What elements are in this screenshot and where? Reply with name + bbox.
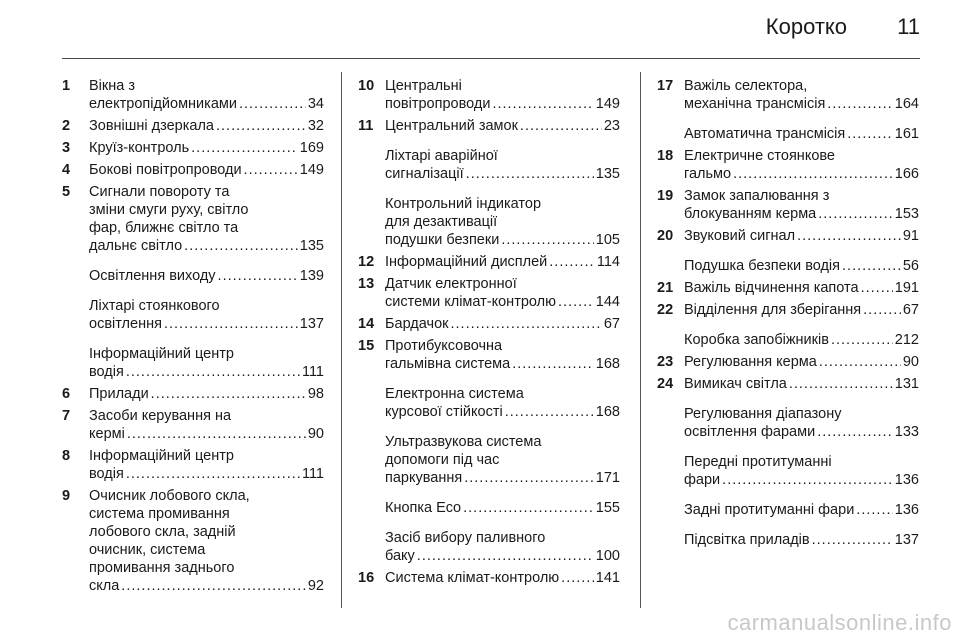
dot-leader [191, 139, 298, 157]
entry-page-ref: 136 [894, 472, 919, 488]
index-entry [62, 407, 324, 443]
page-header [766, 14, 920, 40]
entry-number: 10 [358, 78, 375, 94]
entry-number: 21 [657, 280, 674, 296]
entry-text: водія [89, 364, 124, 380]
index-entry [358, 433, 620, 487]
entry-number: 12 [358, 254, 375, 270]
entry-text: Зовнішні дзеркала [89, 118, 214, 134]
dot-leader [512, 355, 594, 373]
entry-text: для дезактивації [385, 214, 498, 230]
entry-number: 24 [657, 376, 674, 392]
entry-page-ref: 92 [307, 578, 324, 594]
index-entry [657, 301, 919, 319]
entry-page-ref: 137 [894, 532, 919, 548]
entry-text: фар, ближнє світло та [89, 220, 239, 236]
entry-page-ref: 114 [596, 254, 620, 270]
dot-leader [817, 423, 893, 441]
entry-last-line [684, 501, 919, 519]
entry-text: очисник, система [89, 542, 206, 558]
entry-number: 20 [657, 228, 674, 244]
entry-text: паркування [385, 470, 463, 486]
dot-leader [466, 165, 594, 183]
entry-last-line [385, 253, 620, 271]
entry-page-ref: 135 [299, 238, 324, 254]
dot-leader [861, 279, 893, 297]
entry-last-line [385, 547, 620, 565]
column-divider [640, 72, 641, 608]
dot-leader [121, 577, 306, 595]
entry-text: гальмівна система [385, 356, 511, 372]
entry-last-line [684, 165, 919, 183]
entry-last-line [684, 331, 919, 349]
index-entry [358, 195, 620, 249]
entry-text: Бардачок [385, 316, 449, 332]
index-entry [657, 125, 919, 143]
entry-last-line [89, 95, 324, 113]
entry-last-line [89, 315, 324, 333]
index-entry [657, 147, 919, 183]
index-entry [62, 345, 324, 381]
entry-text: Підсвітка приладів [684, 532, 810, 548]
entry-text: Освітлення виходу [89, 268, 216, 284]
dot-leader [505, 403, 594, 421]
header-rule [62, 58, 920, 59]
entry-text: механічна трансмісія [684, 96, 826, 112]
entry-text: промивання заднього [89, 560, 235, 576]
entry-text: освітлення [89, 316, 162, 332]
dot-leader [827, 95, 893, 113]
entry-text: Важіль селектора, [684, 78, 808, 94]
dot-leader [789, 375, 893, 393]
entry-page-ref: 161 [894, 126, 919, 142]
entry-page-ref: 212 [894, 332, 919, 348]
entry-text: Відділення для зберігання [684, 302, 862, 318]
index-entry [358, 253, 620, 271]
watermark: carmanualsonline.info [727, 610, 952, 635]
dot-leader [464, 469, 594, 487]
entry-number: 15 [358, 338, 375, 354]
entry-text: Задні протитуманні фари [684, 502, 855, 518]
entry-page-ref: 67 [902, 302, 919, 318]
dot-leader [463, 499, 594, 517]
entry-text: лобового скла, задній [89, 524, 236, 540]
entry-text: Бокові повітропроводи [89, 162, 242, 178]
entry-page-ref: 171 [595, 470, 620, 486]
dot-leader [831, 331, 893, 349]
index-entry [62, 161, 324, 179]
dot-leader [492, 95, 593, 113]
entry-page-ref: 153 [894, 206, 919, 222]
index-entry [657, 77, 919, 113]
index-entry [358, 117, 620, 135]
entry-page-ref: 100 [595, 548, 620, 564]
entry-last-line [684, 423, 919, 441]
entry-page-ref: 111 [301, 466, 324, 482]
entry-last-line [684, 531, 919, 549]
dot-leader [127, 425, 306, 443]
dot-leader [818, 205, 893, 223]
entry-number: 16 [358, 570, 375, 586]
entry-page-ref: 91 [902, 228, 919, 244]
entry-last-line [89, 117, 324, 135]
entry-text: Ліхтарі стоянкового [89, 298, 220, 314]
entry-number: 2 [62, 118, 71, 134]
entry-page-ref: 133 [894, 424, 919, 440]
entry-page-ref: 67 [603, 316, 620, 332]
index-entry [358, 275, 620, 311]
index-column-1 [62, 77, 324, 595]
entry-last-line [385, 231, 620, 249]
entry-last-line [684, 95, 919, 113]
entry-text: Електричне стоянкове [684, 148, 835, 164]
dot-leader [819, 353, 901, 371]
entry-text: Інформаційний центр [89, 448, 234, 464]
entry-text: Замок запалювання з [684, 188, 830, 204]
entry-page-ref: 98 [307, 386, 324, 402]
entry-number: 3 [62, 140, 71, 156]
entry-last-line [89, 577, 324, 595]
entry-last-line [684, 353, 919, 371]
entry-page-ref: 168 [595, 356, 620, 372]
index-entry [657, 279, 919, 297]
entry-text: Вікна з [89, 78, 135, 94]
dot-leader [450, 315, 601, 333]
dot-leader [797, 227, 901, 245]
index-entry [358, 385, 620, 421]
entry-text: допомоги під час [385, 452, 500, 468]
entry-text: Подушка безпеки водія [684, 258, 841, 274]
dot-leader [244, 161, 298, 179]
entry-page-ref: 169 [299, 140, 324, 156]
entry-number: 1 [62, 78, 71, 94]
dot-leader [126, 363, 300, 381]
entry-text: Регулювання діапазону [684, 406, 842, 422]
entry-page-ref: 23 [603, 118, 620, 134]
entry-page-ref: 111 [301, 364, 324, 380]
page-title: Коротко [765, 14, 848, 39]
index-entry [358, 77, 620, 113]
entry-last-line [385, 355, 620, 373]
index-entry [358, 315, 620, 333]
entry-text: Автоматична трансмісія [684, 126, 846, 142]
entry-number: 9 [62, 488, 71, 504]
entry-number: 23 [657, 354, 674, 370]
entry-last-line [385, 469, 620, 487]
entry-last-line [89, 465, 324, 483]
entry-text: Датчик електронної [385, 276, 517, 292]
index-entry [358, 499, 620, 517]
entry-text: Центральні [385, 78, 462, 94]
index-entry [657, 375, 919, 393]
entry-number: 18 [657, 148, 674, 164]
dot-leader [558, 293, 594, 311]
entry-text: Прилади [89, 386, 149, 402]
entry-text: подушки безпеки [385, 232, 500, 248]
entry-page-ref: 90 [902, 354, 919, 370]
entry-text: водія [89, 466, 124, 482]
entry-last-line [385, 315, 620, 333]
entry-number: 22 [657, 302, 674, 318]
dot-leader [126, 465, 300, 483]
index-entry [62, 297, 324, 333]
entry-last-line [89, 139, 324, 157]
index-entry [657, 257, 919, 275]
entry-page-ref: 191 [894, 280, 919, 296]
entry-page-ref: 137 [299, 316, 324, 332]
dot-leader [856, 501, 893, 519]
dot-leader [239, 95, 306, 113]
entry-last-line [385, 403, 620, 421]
entry-last-line [385, 499, 620, 517]
entry-page-ref: 32 [307, 118, 324, 134]
dot-leader [520, 117, 602, 135]
entry-text: Інформаційний дисплей [385, 254, 548, 270]
index-entry [657, 501, 919, 519]
index-entry [657, 331, 919, 349]
entry-number: 7 [62, 408, 71, 424]
entry-text: Центральний замок [385, 118, 518, 134]
entry-page-ref: 136 [894, 502, 919, 518]
entry-last-line [89, 267, 324, 285]
index-entry [62, 183, 324, 255]
entry-text: зміни смуги руху, світло [89, 202, 249, 218]
entry-page-ref: 56 [902, 258, 919, 274]
entry-text: Електронна система [385, 386, 524, 402]
entry-number: 5 [62, 184, 71, 200]
entry-last-line [684, 471, 919, 489]
entry-page-ref: 168 [595, 404, 620, 420]
index-entry [657, 453, 919, 489]
index-entry [657, 405, 919, 441]
index-entry [358, 529, 620, 565]
entry-number: 13 [358, 276, 375, 292]
entry-page-ref: 166 [894, 166, 919, 182]
entry-page-ref: 105 [595, 232, 620, 248]
entry-text: повітропроводи [385, 96, 491, 112]
entry-text: фари [684, 472, 721, 488]
entry-text: Засоби керування на [89, 408, 232, 424]
index-entry [62, 267, 324, 285]
index-entry [62, 385, 324, 403]
entry-last-line [385, 165, 620, 183]
dot-leader [501, 231, 593, 249]
entry-page-ref: 34 [307, 96, 324, 112]
index-entry [358, 147, 620, 183]
entry-text: Протибуксовочна [385, 338, 503, 354]
entry-last-line [684, 257, 919, 275]
entry-text: Коробка запобіжників [684, 332, 829, 348]
dot-leader [216, 117, 306, 135]
entry-last-line [684, 205, 919, 223]
dot-leader [184, 237, 298, 255]
index-entry [657, 227, 919, 245]
entry-text: системи клімат-контролю [385, 294, 556, 310]
entry-text: Звуковий сигнал [684, 228, 796, 244]
entry-number: 19 [657, 188, 674, 204]
dot-leader [842, 257, 901, 275]
entry-text: Кнопка Eco [385, 500, 462, 516]
entry-text: Очисник лобового скла, [89, 488, 250, 504]
entry-number: 17 [657, 78, 674, 94]
dot-leader [151, 385, 306, 403]
dot-leader [164, 315, 298, 333]
entry-last-line [385, 293, 620, 311]
column-divider [341, 72, 342, 608]
entry-last-line [684, 125, 919, 143]
entry-text: курсової стійкості [385, 404, 503, 420]
entry-text: Ультразвукова система [385, 434, 542, 450]
entry-text: гальмо [684, 166, 732, 182]
index-entry [657, 187, 919, 223]
entry-page-ref: 149 [595, 96, 620, 112]
entry-text: баку [385, 548, 415, 564]
dot-leader [863, 301, 901, 319]
entry-text: Інформаційний центр [89, 346, 234, 362]
entry-text: система промивання [89, 506, 230, 522]
entry-last-line [684, 279, 919, 297]
page-number: 11 [897, 14, 920, 39]
entry-text: сигналізації [385, 166, 464, 182]
entry-text: дальнє світло [89, 238, 183, 254]
entry-page-ref: 131 [894, 376, 919, 392]
entry-page-ref: 135 [595, 166, 620, 182]
entry-last-line [89, 161, 324, 179]
index-entry [657, 353, 919, 371]
entry-last-line [89, 363, 324, 381]
entry-text: електропідйомниками [89, 96, 237, 112]
entry-text: Контрольний індикатор [385, 196, 542, 212]
index-entry [62, 139, 324, 157]
dot-leader [812, 531, 893, 549]
index-entry [62, 487, 324, 595]
entry-page-ref: 155 [595, 500, 620, 516]
entry-text: кермі [89, 426, 125, 442]
dot-leader [417, 547, 594, 565]
index-entry [62, 77, 324, 113]
entry-text: Сигнали повороту та [89, 184, 230, 200]
entry-text: Регулювання керма [684, 354, 817, 370]
entry-text: Ліхтарі аварійної [385, 148, 498, 164]
index-entry [657, 531, 919, 549]
entry-number: 8 [62, 448, 71, 464]
entry-text: блокуванням керма [684, 206, 817, 222]
index-entry [62, 447, 324, 483]
entry-page-ref: 164 [894, 96, 919, 112]
entry-text: скла [89, 578, 120, 594]
entry-last-line [385, 95, 620, 113]
entry-text: Важіль відчинення капота [684, 280, 859, 296]
dot-leader [549, 253, 595, 271]
entry-text: Засіб вибору паливного [385, 530, 546, 546]
entry-text: Передні протитуманні [684, 454, 832, 470]
entry-text: Вимикач світла [684, 376, 787, 392]
entry-last-line [89, 425, 324, 443]
entry-last-line [385, 117, 620, 135]
entry-last-line [89, 237, 324, 255]
index-column-3 [657, 77, 919, 549]
entry-number: 11 [358, 118, 374, 134]
entry-page-ref: 141 [595, 570, 620, 586]
dot-leader [847, 125, 893, 143]
entry-last-line [89, 385, 324, 403]
entry-number: 14 [358, 316, 375, 332]
dot-leader [733, 165, 893, 183]
index-entry [358, 569, 620, 587]
entry-last-line [684, 227, 919, 245]
entry-page-ref: 144 [595, 294, 620, 310]
entry-last-line [684, 375, 919, 393]
entry-last-line [684, 301, 919, 319]
index-entry [62, 117, 324, 135]
entry-last-line [385, 569, 620, 587]
dot-leader [218, 267, 298, 285]
dot-leader [722, 471, 893, 489]
entry-number: 4 [62, 162, 71, 178]
entry-text: Система клімат-контролю [385, 570, 560, 586]
entry-page-ref: 139 [299, 268, 324, 284]
index-entry [358, 337, 620, 373]
entry-text: освітлення фарами [684, 424, 816, 440]
index-column-2 [358, 77, 620, 587]
entry-page-ref: 90 [307, 426, 324, 442]
entry-text: Круїз-контроль [89, 140, 190, 156]
entry-page-ref: 149 [299, 162, 324, 178]
entry-number: 6 [62, 386, 71, 402]
dot-leader [561, 569, 594, 587]
